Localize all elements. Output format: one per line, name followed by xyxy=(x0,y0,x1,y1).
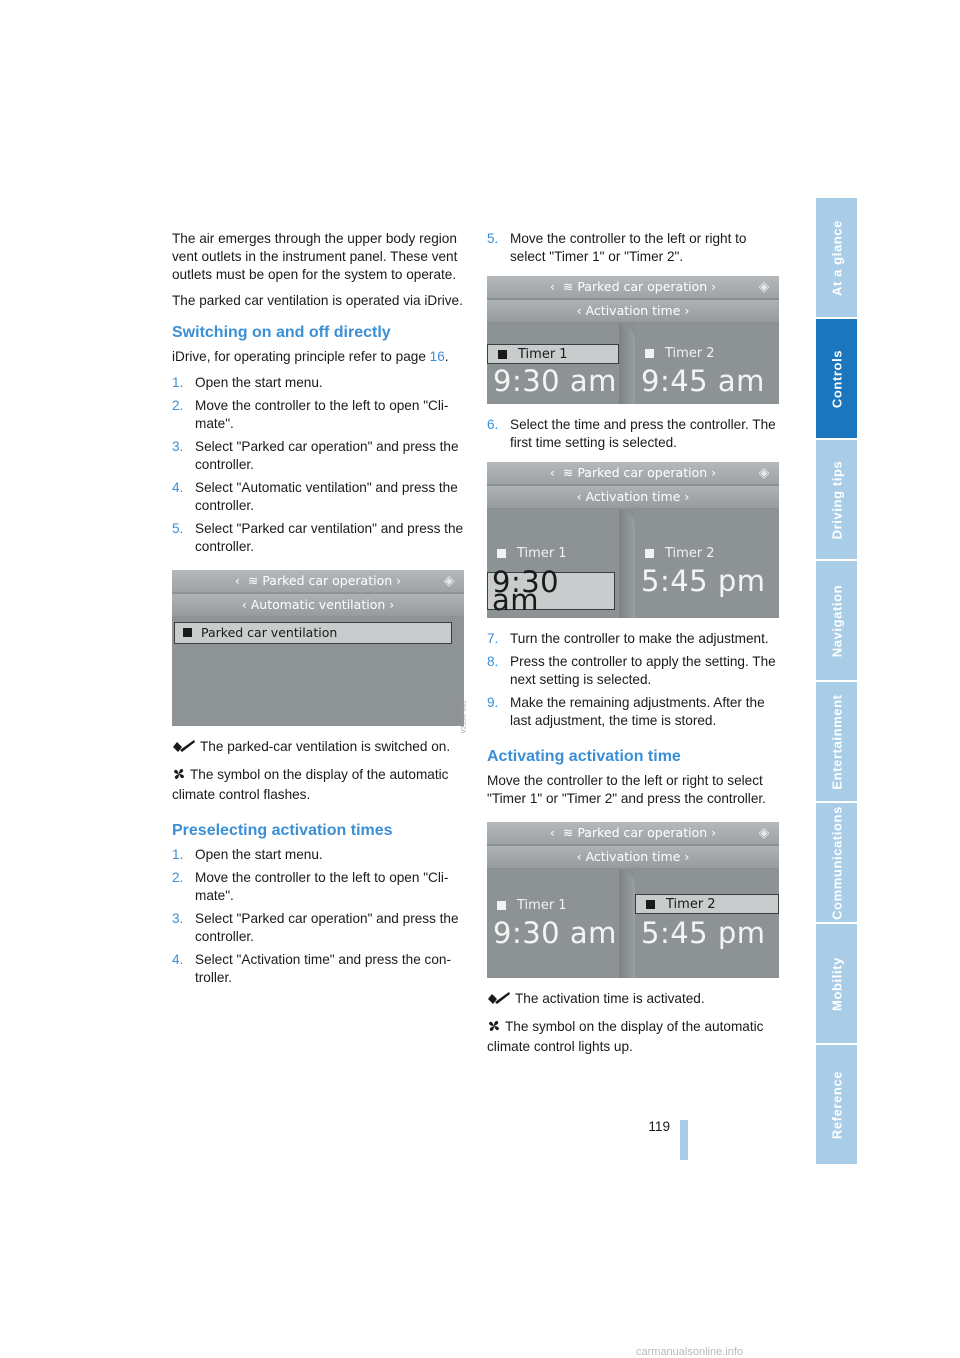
checkmark-icon xyxy=(487,991,511,1010)
timer-label-text: Timer 2 xyxy=(665,346,715,361)
checkbox-icon xyxy=(645,349,654,358)
timer-label-text: Timer 2 xyxy=(666,897,716,912)
heading-activating: Activating activation time xyxy=(487,748,681,765)
menu-bar-label: Activation time xyxy=(585,489,681,504)
list-item xyxy=(172,479,468,515)
right-column xyxy=(487,230,783,1062)
step-text: Turn the controller to make the adjustment. xyxy=(510,631,769,646)
idrive-paragraph: The parked car ventilation is operated via iDrive. xyxy=(172,293,463,308)
timer-label-text: Timer 2 xyxy=(665,546,715,561)
step-text: Open the start menu. xyxy=(195,847,323,862)
timer-1-time: 9:30 am xyxy=(493,364,617,398)
list-item xyxy=(172,951,468,987)
step-number: 3. xyxy=(172,911,184,926)
step-number: 6. xyxy=(487,417,499,432)
checkbox-icon xyxy=(183,628,192,637)
pane-divider xyxy=(619,870,635,978)
list-item xyxy=(172,869,468,905)
list-item xyxy=(172,374,468,392)
timer-2-pane xyxy=(635,324,779,404)
tab-label: Navigation xyxy=(829,584,844,657)
row-label: Parked car ventilation xyxy=(201,625,338,640)
note-text: The symbol on the display of the automatic climate control lights up. xyxy=(487,1019,764,1054)
step-number: 1. xyxy=(172,375,184,390)
step-text: Move the controller to the left or right to select "Timer 1" or "Timer 2". xyxy=(510,231,747,264)
page-marker xyxy=(680,1120,688,1160)
timer-1-pane xyxy=(487,324,619,404)
list-item xyxy=(172,438,468,474)
tab-at-a-glance[interactable] xyxy=(816,198,857,319)
menu-bar-parked-car-operation: ‹ ≋ Parked car operation › xyxy=(487,822,779,844)
step-number: 5. xyxy=(487,231,499,246)
step-text: Press the controller to apply the setting. The next setting is selected. xyxy=(510,654,776,687)
idrive-reference: iDrive, for operating principle refer to page 16. xyxy=(172,349,449,364)
timer-label-text: Timer 1 xyxy=(517,898,567,913)
checkbox-icon xyxy=(498,350,507,359)
step-text: Select "Automatic ventilation" and press the controller. xyxy=(195,480,458,513)
step-text: Move the controller to the left to open "Cli-mate". xyxy=(195,870,449,903)
fan-icon: ≋ xyxy=(247,573,259,588)
fan-icon xyxy=(172,767,186,786)
screen-parked-car-ventilation xyxy=(172,570,467,734)
list-item xyxy=(487,230,783,266)
tab-label: At a glance xyxy=(829,219,844,296)
step-number: 3. xyxy=(172,439,184,454)
tab-driving-tips[interactable] xyxy=(816,440,857,561)
list-item xyxy=(172,397,468,433)
timer-label-text: Timer 1 xyxy=(518,347,568,362)
screen-time-editing xyxy=(487,462,779,618)
controller-icon: ◈ xyxy=(758,279,770,295)
timer-1-time: 9:30 am xyxy=(487,572,615,610)
tab-communications[interactable] xyxy=(816,803,857,924)
switching-steps xyxy=(172,374,468,556)
preselect-steps xyxy=(172,846,468,987)
tab-entertainment[interactable] xyxy=(816,682,857,803)
step-number: 2. xyxy=(172,398,184,413)
menu-bar-parked-car-operation: ‹ ≋ Parked car operation › xyxy=(487,462,779,484)
timer-2-label xyxy=(635,894,779,914)
menu-bar-parked-car-operation: ‹ ≋ Parked car operation › xyxy=(487,276,779,298)
timer-1-time: 9:30 am xyxy=(493,916,617,950)
menu-row-parked-car-ventilation xyxy=(174,622,452,644)
tab-label: Driving tips xyxy=(829,460,844,539)
step-text: Move the controller to the left to open "Cli-mate". xyxy=(195,398,449,431)
tab-label: Entertainment xyxy=(829,693,844,790)
timer-1-label xyxy=(495,544,567,564)
menu-bar-label: Parked car operation xyxy=(577,465,708,480)
step-text: Select "Parked car operation" and press the controller. xyxy=(195,911,459,944)
screen-timer-2-selected xyxy=(487,822,779,978)
timer-2-time: 9:45 am xyxy=(641,364,765,398)
tab-label: Communications xyxy=(829,805,844,920)
timer-2-label xyxy=(643,544,715,564)
chapter-tabs xyxy=(816,198,857,1166)
menu-bar-label: Parked car operation xyxy=(577,825,708,840)
tab-mobility[interactable] xyxy=(816,924,857,1045)
menu-bar-label: Automatic ventilation xyxy=(250,597,386,612)
fan-icon: ≋ xyxy=(562,465,574,480)
menu-bar-activation-time: ‹ Activation time › xyxy=(487,846,779,868)
tab-reference[interactable] xyxy=(816,1045,857,1166)
controller-icon: ◈ xyxy=(443,573,455,589)
checkbox-icon xyxy=(645,549,654,558)
tab-navigation[interactable] xyxy=(816,561,857,682)
step-number: 7. xyxy=(487,631,499,646)
page-number: 119 xyxy=(648,1119,670,1134)
list-item xyxy=(172,910,468,946)
note-activation-on xyxy=(487,990,783,1010)
adjust-steps xyxy=(487,630,783,730)
menu-bar-label: Parked car operation xyxy=(577,279,708,294)
controller-icon: ◈ xyxy=(758,825,770,841)
step-number: 4. xyxy=(172,480,184,495)
step-text: Select "Activation time" and press the con-troller. xyxy=(195,952,451,985)
idrive-reference-text: iDrive, for operating principle refer to page xyxy=(172,349,426,364)
step-number: 4. xyxy=(172,952,184,967)
list-item xyxy=(487,653,783,689)
menu-bar-label: Parked car operation xyxy=(262,573,393,588)
image-code: V2530-C8E xyxy=(460,700,467,734)
step-number: 5. xyxy=(172,521,184,536)
menu-bar-automatic-ventilation: ‹ Automatic ventilation › xyxy=(172,594,464,616)
tab-controls[interactable] xyxy=(816,319,857,440)
timer-2-time: 5:45 pm xyxy=(641,564,766,598)
step-number: 9. xyxy=(487,695,499,710)
timer-2-pane xyxy=(635,510,779,618)
checkbox-icon xyxy=(497,549,506,558)
tab-label: Mobility xyxy=(829,956,844,1011)
step-number: 1. xyxy=(172,847,184,862)
left-column xyxy=(172,230,468,992)
step-number: 8. xyxy=(487,654,499,669)
intro-paragraph: The air emerges through the upper body region vent outlets in the instrument panel. These vent outlets must be open for the system to operate. xyxy=(172,231,458,282)
watermark: carmanualsonline.info xyxy=(636,1346,744,1358)
timer-1-pane xyxy=(487,870,619,978)
pane-divider xyxy=(619,510,635,618)
step-text: Make the remaining adjustments. After the last adjustment, the time is stored. xyxy=(510,695,765,728)
note-ventilation-on xyxy=(172,738,468,758)
timer-1-label xyxy=(487,344,619,364)
note-symbol-lights-up xyxy=(487,1018,783,1056)
note-text: The parked-car ventilation is switched on. xyxy=(200,739,451,754)
checkbox-icon xyxy=(497,901,506,910)
timer-1-label xyxy=(495,896,567,916)
timer-label-text: Timer 1 xyxy=(517,546,567,561)
checkbox-icon xyxy=(646,900,655,909)
step-text: Select "Parked car operation" and press the controller. xyxy=(195,439,459,472)
list-item xyxy=(487,416,783,452)
list-item xyxy=(172,520,468,556)
step-text: Select the time and press the controller. The first time setting is selected. xyxy=(510,417,776,450)
menu-bar-label: Activation time xyxy=(585,849,681,864)
note-symbol-flashes xyxy=(172,766,468,804)
timer-2-pane xyxy=(635,870,779,978)
timer-2-time: 5:45 pm xyxy=(641,916,766,950)
fan-icon xyxy=(487,1019,501,1038)
controller-icon: ◈ xyxy=(758,465,770,481)
timer-2-label xyxy=(643,344,715,364)
timer-1-pane xyxy=(487,510,619,618)
menu-bar-label: Activation time xyxy=(585,303,681,318)
note-text: The symbol on the display of the automatic climate control flashes. xyxy=(172,767,449,802)
tab-label: Reference xyxy=(829,1070,844,1139)
timer-select-step xyxy=(487,230,783,266)
tab-label: Controls xyxy=(829,349,844,408)
step-number: 2. xyxy=(172,870,184,885)
pane-divider xyxy=(619,324,635,404)
checkmark-icon xyxy=(172,739,196,758)
list-item xyxy=(172,846,468,864)
page-link[interactable]: 16 xyxy=(429,349,445,364)
heading-switching: Switching on and off directly xyxy=(172,324,391,341)
note-text: The activation time is activated. xyxy=(515,991,705,1006)
screen-timer-1-selected xyxy=(487,276,779,404)
menu-bar-activation-time: ‹ Activation time › xyxy=(487,300,779,322)
heading-preselecting: Preselecting activation times xyxy=(172,822,393,839)
time-select-step xyxy=(487,416,783,452)
list-item xyxy=(487,630,783,648)
step-text: Select "Parked car ventilation" and press the controller. xyxy=(195,521,464,554)
activating-paragraph: Move the controller to the left or right to select "Timer 1" or "Timer 2" and press the controller. xyxy=(487,773,766,806)
menu-bar-activation-time: ‹ Activation time › xyxy=(487,486,779,508)
fan-icon: ≋ xyxy=(562,279,574,294)
fan-icon: ≋ xyxy=(562,825,574,840)
menu-bar-parked-car-operation: ‹ ≋ Parked car operation › xyxy=(172,570,464,592)
step-text: Open the start menu. xyxy=(195,375,323,390)
list-item xyxy=(487,694,783,730)
